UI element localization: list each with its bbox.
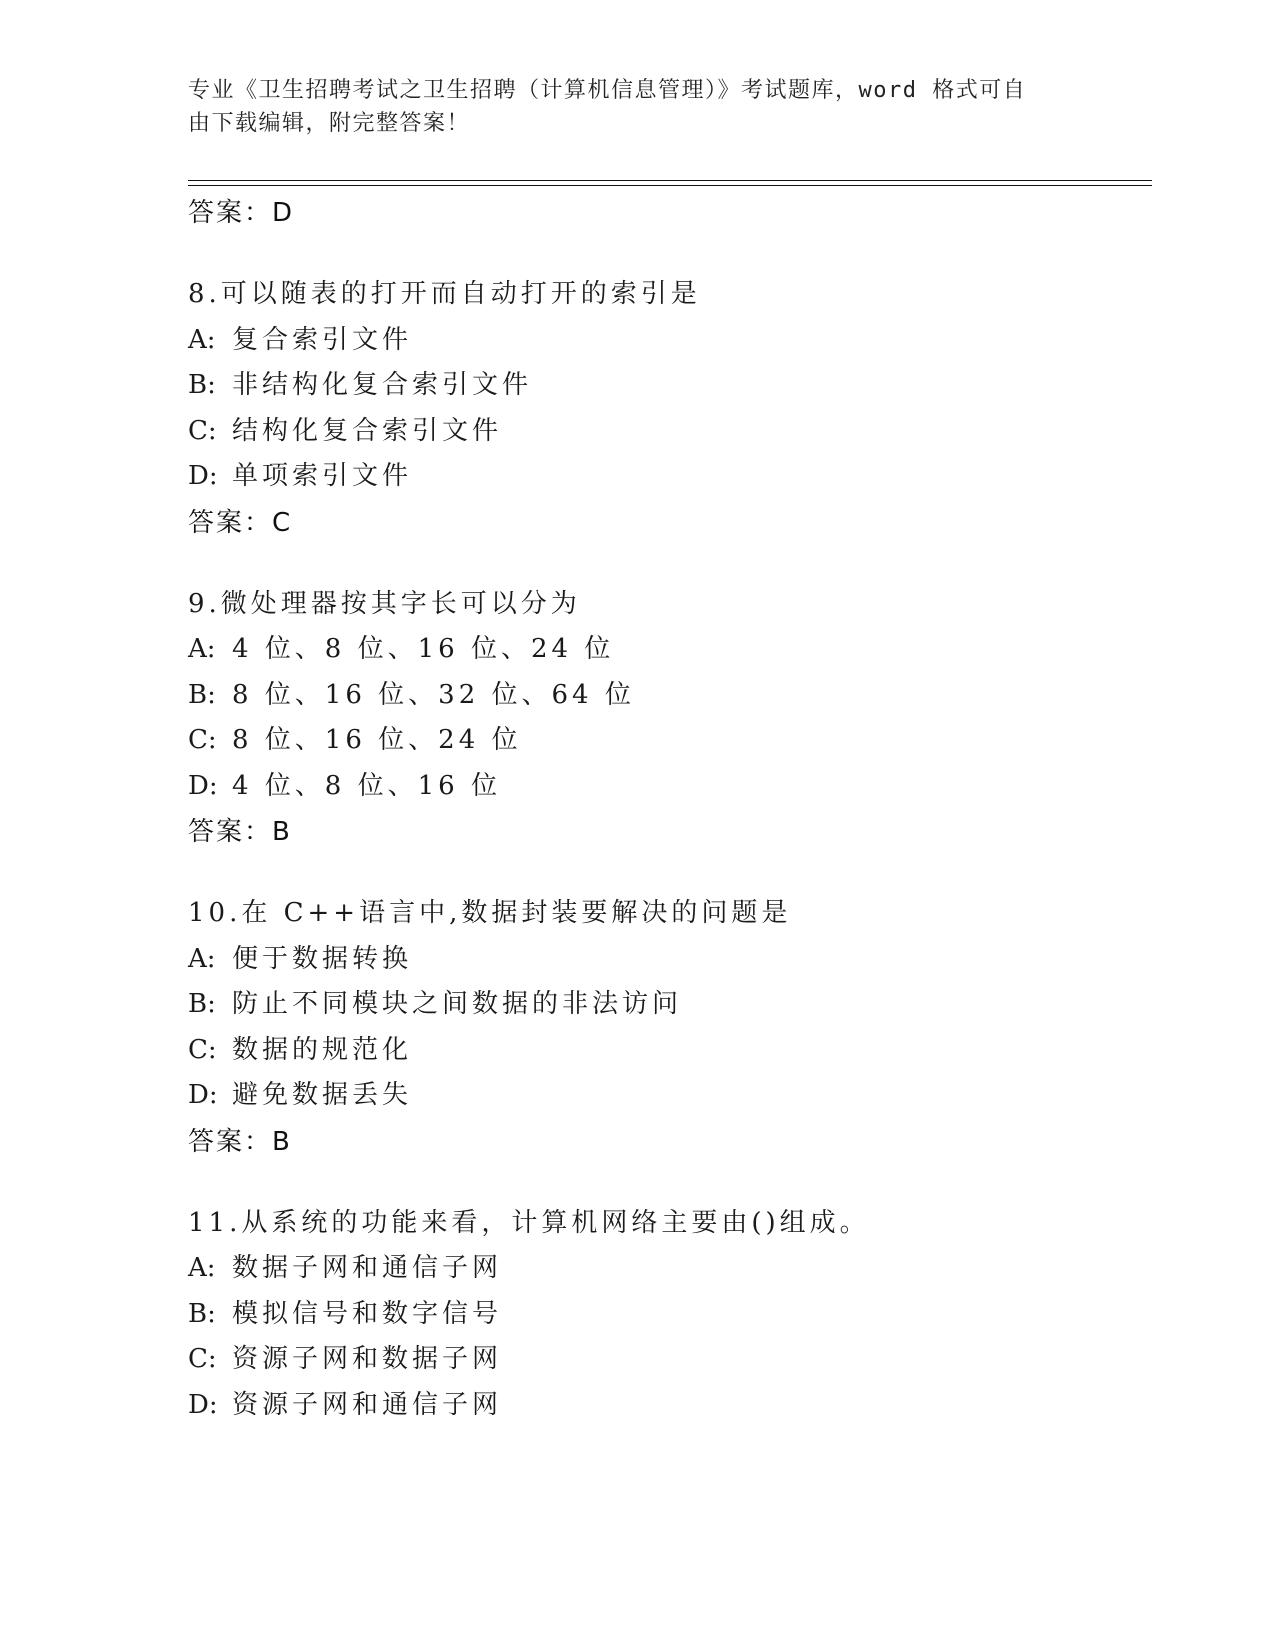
header-divider-bottom	[188, 185, 1152, 186]
option-label: C:	[188, 1034, 217, 1065]
option-label: C:	[188, 1344, 217, 1374]
option-label: A:	[188, 324, 216, 355]
option-c	[188, 409, 1152, 455]
option-label: D:	[188, 770, 218, 801]
option-text: 数据的规范化	[232, 1034, 413, 1065]
option-a	[188, 627, 1152, 673]
option-text: 结构化复合索引文件	[232, 415, 503, 446]
question-list	[188, 190, 1152, 1464]
question-block	[188, 272, 1152, 546]
option-label: A:	[188, 943, 216, 974]
option-text: 避免数据丢失	[232, 1080, 413, 1110]
option-b	[188, 673, 1152, 719]
option-label: B:	[188, 1298, 216, 1329]
header-line-2: 由下载编辑，附完整答案！	[188, 111, 471, 136]
option-text: 8 位、16 位、24 位	[232, 725, 522, 755]
header-divider-top	[188, 180, 1152, 181]
option-c	[188, 718, 1152, 764]
document-header	[188, 74, 1068, 140]
option-b	[188, 982, 1152, 1028]
option-text: 便于数据转换	[232, 943, 413, 974]
question-stem: 8.可以随表的打开而自动打开的索引是	[188, 279, 701, 309]
option-text: 非结构化复合索引文件	[232, 370, 533, 400]
question-block	[188, 582, 1152, 856]
question-stem: 11.从系统的功能来看，计算机网络主要由()组成。	[188, 1207, 870, 1238]
option-text: 数据子网和通信子网	[232, 1253, 503, 1283]
answer-line: 答案：B	[188, 817, 292, 847]
option-label: B:	[188, 989, 216, 1019]
answer-line: 答案：D	[188, 198, 295, 228]
option-a	[188, 1246, 1152, 1292]
option-label: C:	[188, 725, 217, 755]
answer-line: 答案：B	[188, 1126, 292, 1157]
header-line-1: 专业《卫生招聘考试之卫生招聘（计算机信息管理）》考试题库，word 格式可自	[188, 78, 1027, 103]
option-text: 4 位、8 位、16 位	[232, 770, 501, 801]
option-b	[188, 1292, 1152, 1338]
question-block	[188, 1201, 1152, 1429]
option-d	[188, 764, 1152, 810]
option-label: A:	[188, 1253, 216, 1283]
question-stem: 10.在 C++语言中,数据封装要解决的问题是	[188, 898, 792, 928]
option-d	[188, 1073, 1152, 1119]
option-c	[188, 1337, 1152, 1383]
option-label: C:	[188, 415, 217, 446]
option-text: 4 位、8 位、16 位、24 位	[232, 634, 615, 664]
option-d	[188, 1383, 1152, 1429]
option-text: 复合索引文件	[232, 324, 413, 355]
option-label: B:	[188, 370, 216, 400]
option-text: 8 位、16 位、32 位、64 位	[232, 679, 635, 710]
option-label: B:	[188, 679, 216, 710]
option-label: D:	[188, 1080, 218, 1110]
answer-line: 答案：C	[188, 507, 293, 538]
question-stem: 9.微处理器按其字长可以分为	[188, 588, 581, 619]
option-a	[188, 318, 1152, 364]
option-text: 防止不同模块之间数据的非法访问	[232, 989, 683, 1019]
option-a	[188, 937, 1152, 983]
option-c	[188, 1028, 1152, 1074]
option-label: D:	[188, 1389, 218, 1420]
option-d	[188, 454, 1152, 500]
question-block	[188, 891, 1152, 1165]
option-text: 资源子网和数据子网	[232, 1344, 503, 1374]
option-text: 单项索引文件	[232, 461, 413, 491]
option-text: 模拟信号和数字信号	[232, 1298, 503, 1329]
option-label: D:	[188, 461, 218, 491]
option-text: 资源子网和通信子网	[232, 1389, 503, 1420]
option-b	[188, 363, 1152, 409]
option-label: A:	[188, 634, 216, 664]
